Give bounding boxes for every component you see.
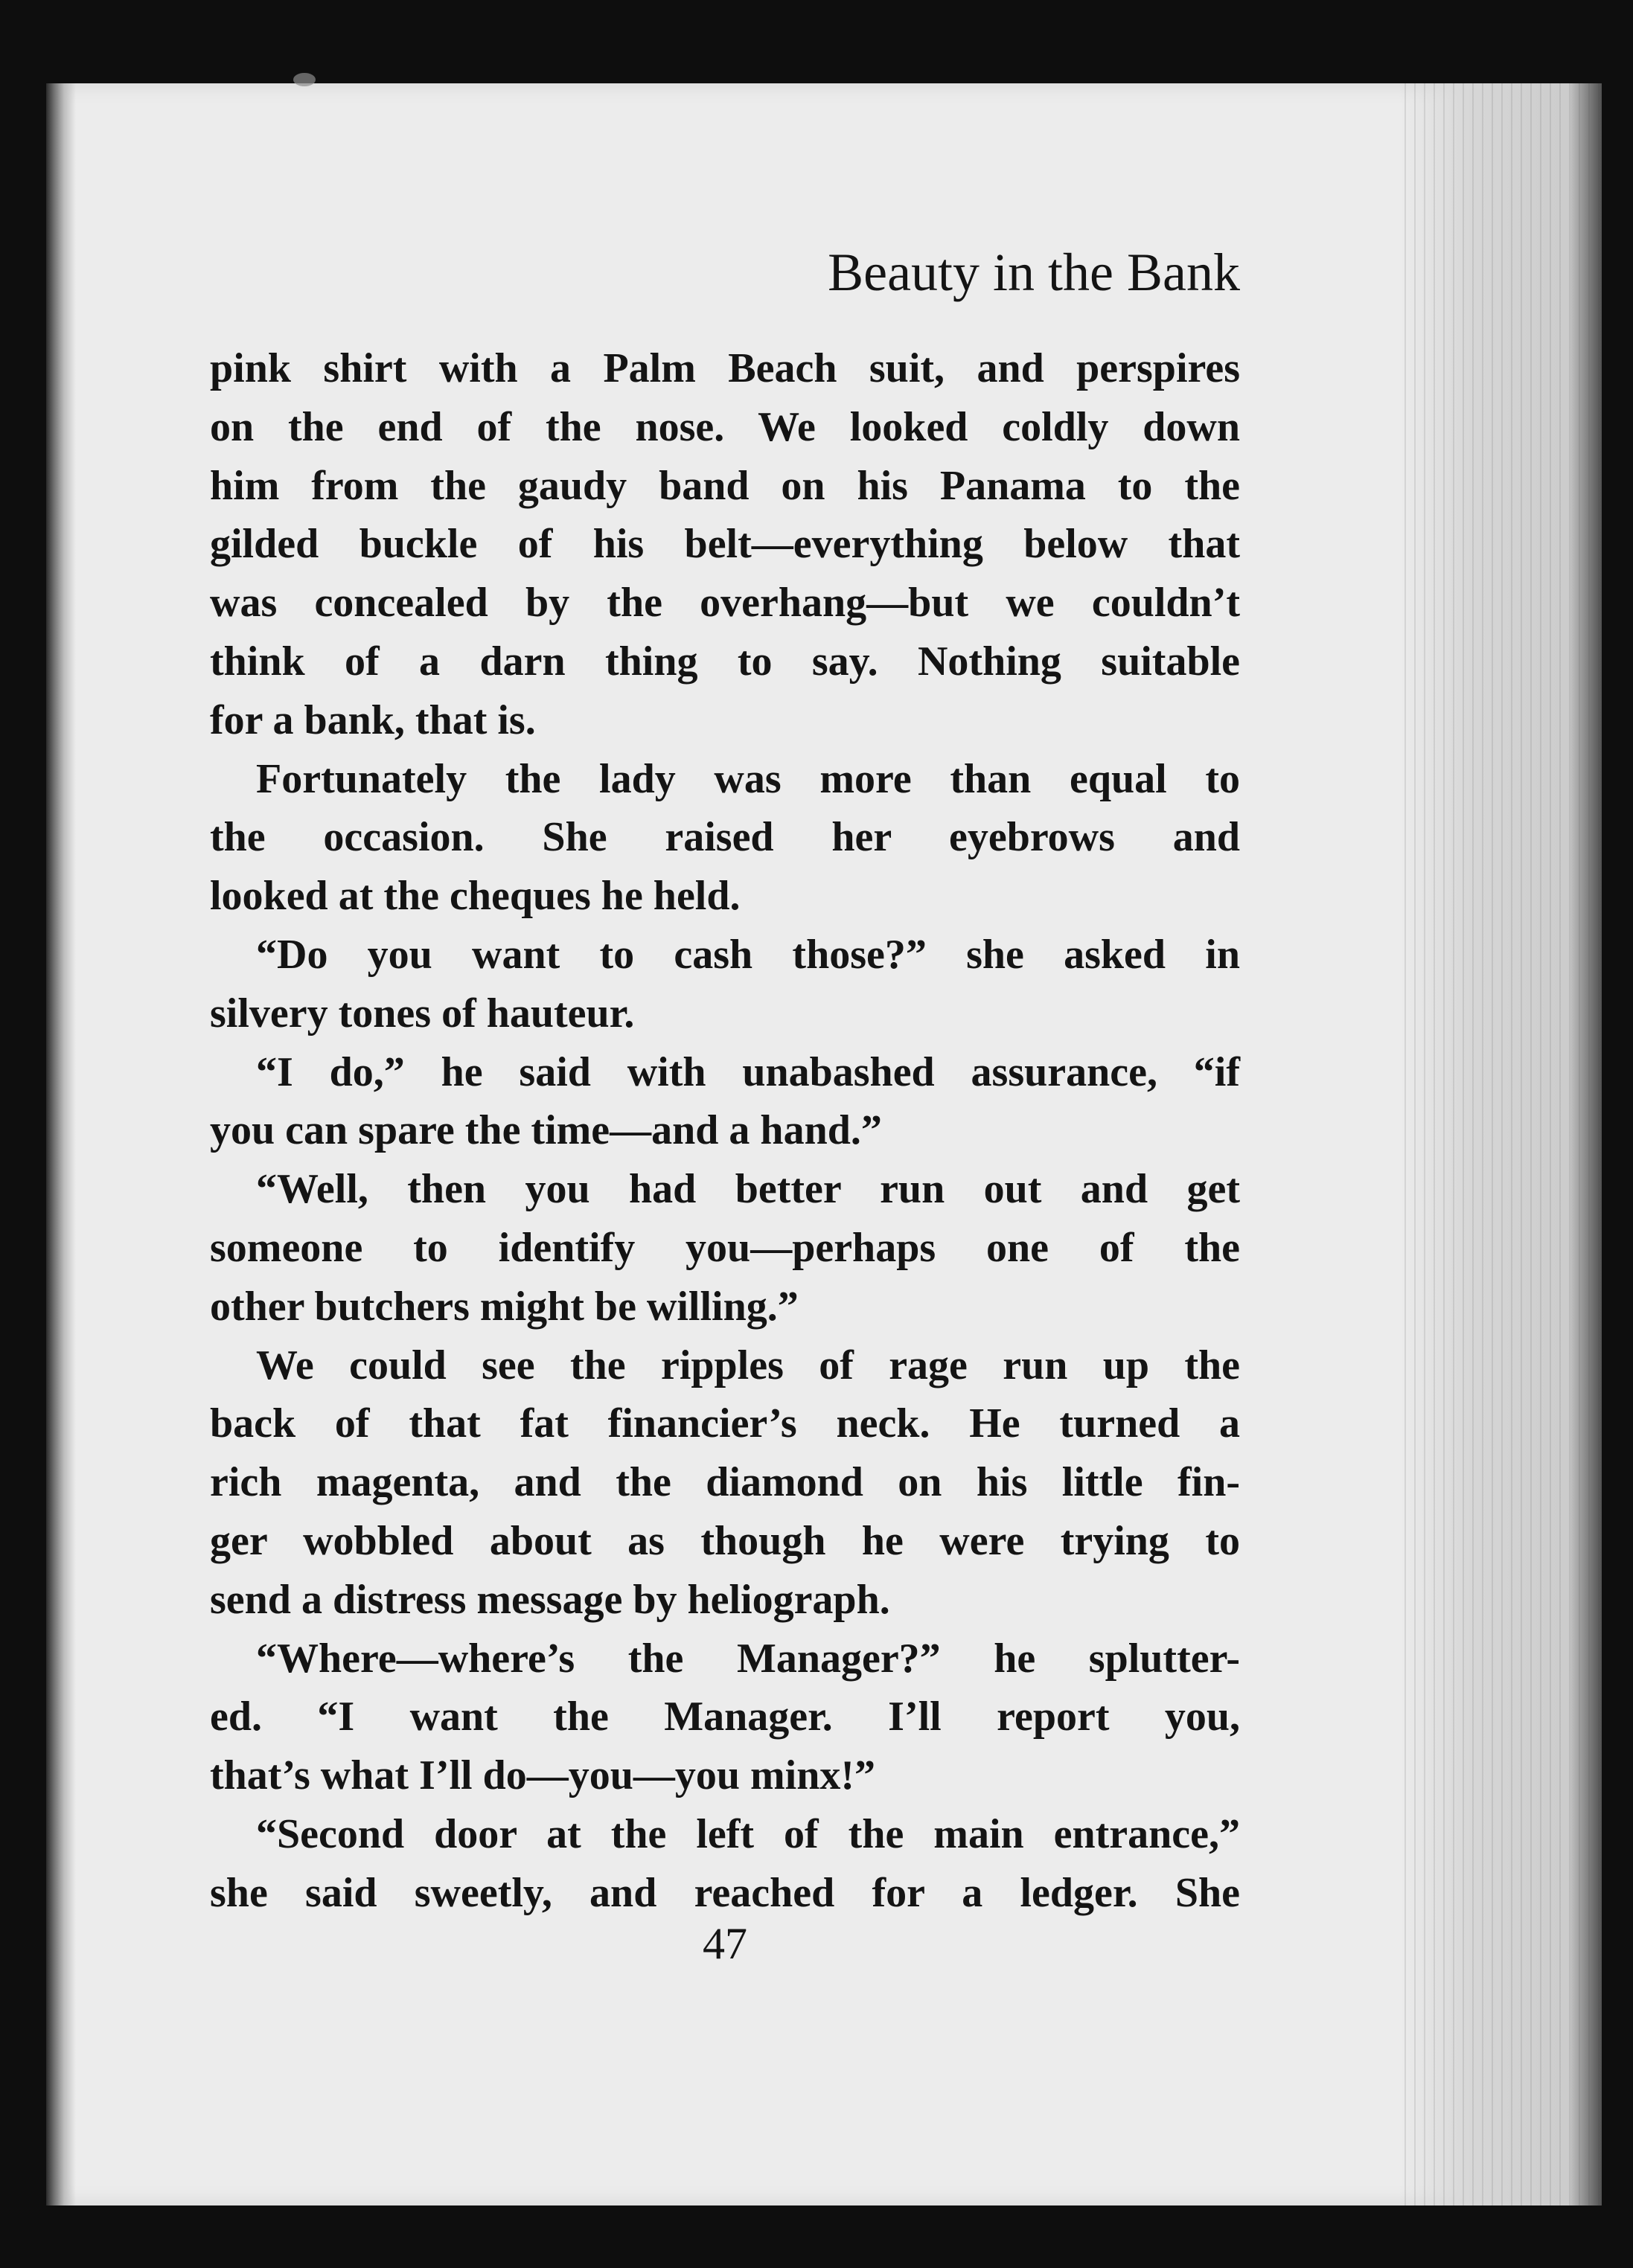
- text-line: gilded buckle of his belt—everything below that: [210, 521, 1240, 568]
- text-line: pink shirt with a Palm Beach suit, and perspires: [210, 345, 1240, 391]
- text-line: We could see the ripples of rage run up the: [256, 1342, 1240, 1388]
- text-line: she said sweetly, and reached for a ledger. She: [210, 1869, 1240, 1916]
- running-head: Beauty in the Bank: [828, 243, 1240, 302]
- text-line: “I do,” he said with unabashed assurance, “if: [256, 1048, 1240, 1095]
- page-number: 47: [703, 1919, 747, 1968]
- page-edge-shadow: [1570, 83, 1602, 2205]
- text-line: “Well, then you had better run out and get: [256, 1166, 1240, 1213]
- text-line: someone to identify you—perhaps one of the: [210, 1224, 1240, 1271]
- text-line: looked at the cheques he held.: [210, 873, 741, 920]
- text-line: think of a darn thing to say. Nothing suitable: [210, 638, 1240, 685]
- text-line: “Where—where’s the Manager?” he splutter-: [256, 1635, 1240, 1682]
- text-line: Fortunately the lady was more than equal to: [256, 755, 1240, 802]
- text-line: him from the gaudy band on his Panama to the: [210, 462, 1240, 509]
- text-line: rich magenta, and the diamond on his little fin-: [210, 1459, 1240, 1506]
- text-line: silvery tones of hauteur.: [210, 990, 635, 1037]
- folio-container: [210, 0, 1240, 2268]
- text-line: ed. “I want the Manager. I’ll report you,: [210, 1694, 1240, 1740]
- text-line: ger wobbled about as though he were trying to: [210, 1517, 1240, 1564]
- text-line: for a bank, that is.: [210, 696, 536, 743]
- text-line: send a distress message by heliograph.: [210, 1576, 890, 1623]
- text-line: you can spare the time—and a hand.”: [210, 1107, 882, 1154]
- text-line: was concealed by the overhang—but we couldn’t: [210, 580, 1240, 627]
- text-line: “Do you want to cash those?” she asked in: [256, 931, 1240, 978]
- text-line: the occasion. She raised her eyebrows and: [210, 814, 1240, 861]
- text-line: that’s what I’ll do—you—you minx!”: [210, 1752, 876, 1799]
- text-line: other butchers might be willing.”: [210, 1283, 799, 1330]
- page-gutter-shadow: [46, 83, 76, 2205]
- text-line: back of that fat financier’s neck. He turned a: [210, 1400, 1240, 1447]
- text-line: on the end of the nose. We looked coldly down: [210, 403, 1240, 450]
- text-line: “Second door at the left of the main entrance,”: [256, 1810, 1240, 1857]
